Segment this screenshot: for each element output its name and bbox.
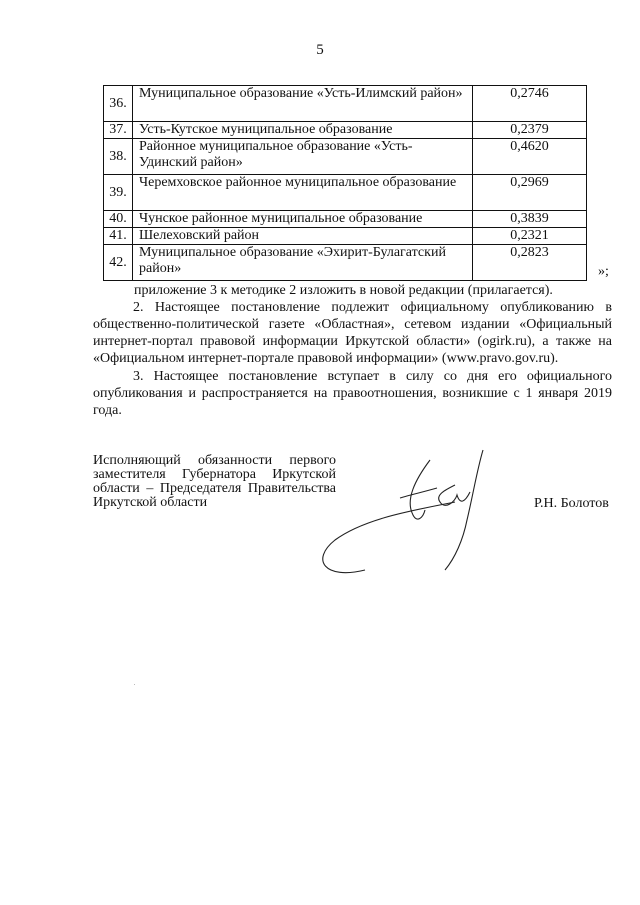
paragraph-annex: приложение 3 к методике 2 изложить в новой редакции (прилагается). [134,283,553,298]
municipality-name: Черемховское районное муниципальное образование [133,175,473,211]
coefficient-value: 0,3839 [473,211,587,228]
signatory-title: Исполняющий обязанности первого заместителя Губернатора Иркутской области – Председателя Правительства Иркутской области [93,453,336,510]
row-number: 37. [104,122,133,139]
table-row [104,175,587,211]
row-number: 40. [104,211,133,228]
municipality-name: Шелеховский район [133,228,473,245]
table-row [104,211,587,228]
municipality-name: Районное муниципальное образование «Усть-Удинский район» [133,139,473,175]
table-row [104,245,587,281]
table-closing-quote: »; [598,264,609,279]
coefficient-value: 0,2746 [473,86,587,122]
coefficient-value: 0,2379 [473,122,587,139]
row-number: 41. [104,228,133,245]
coefficient-value: 0,2823 [473,245,587,281]
row-number: 36. [104,86,133,122]
municipality-name: Муниципальное образование «Усть-Илимский район» [133,86,473,122]
table-row [104,139,587,175]
table-row [104,86,587,122]
table-row [104,228,587,245]
row-number: 42. [104,245,133,281]
page-number: 5 [316,42,324,58]
row-number: 38. [104,139,133,175]
coefficient-value: 0,4620 [473,139,587,175]
paragraph-publication: 2. Настоящее постановление подлежит официальному опубликованию в общественно-политической газете «Областная», сетевом издании «Официальный интернет-портал правовой информации Иркутской области» (ogirk.ru), а также на «Официальном интернет-портале правовой информации» (www.pravo.gov.ru). [93,300,612,366]
row-number: 39. [104,175,133,211]
coefficient-table [103,85,587,281]
signatory-name: Р.Н. Болотов [534,496,609,511]
paragraph-effective-date: 3. Настоящее постановление вступает в силу со дня его официального опубликования и распространяется на правоотношения, возникшие с 1 января 2019 года. [93,369,612,418]
municipality-name: Усть-Кутское муниципальное образование [133,122,473,139]
coefficient-value: 0,2321 [473,228,587,245]
scan-speck [134,684,135,685]
municipality-name: Муниципальное образование «Эхирит-Булагатский район» [133,245,473,281]
coefficient-value: 0,2969 [473,175,587,211]
municipality-name: Чунское районное муниципальное образование [133,211,473,228]
table-row [104,122,587,139]
handwritten-signature [305,440,505,600]
